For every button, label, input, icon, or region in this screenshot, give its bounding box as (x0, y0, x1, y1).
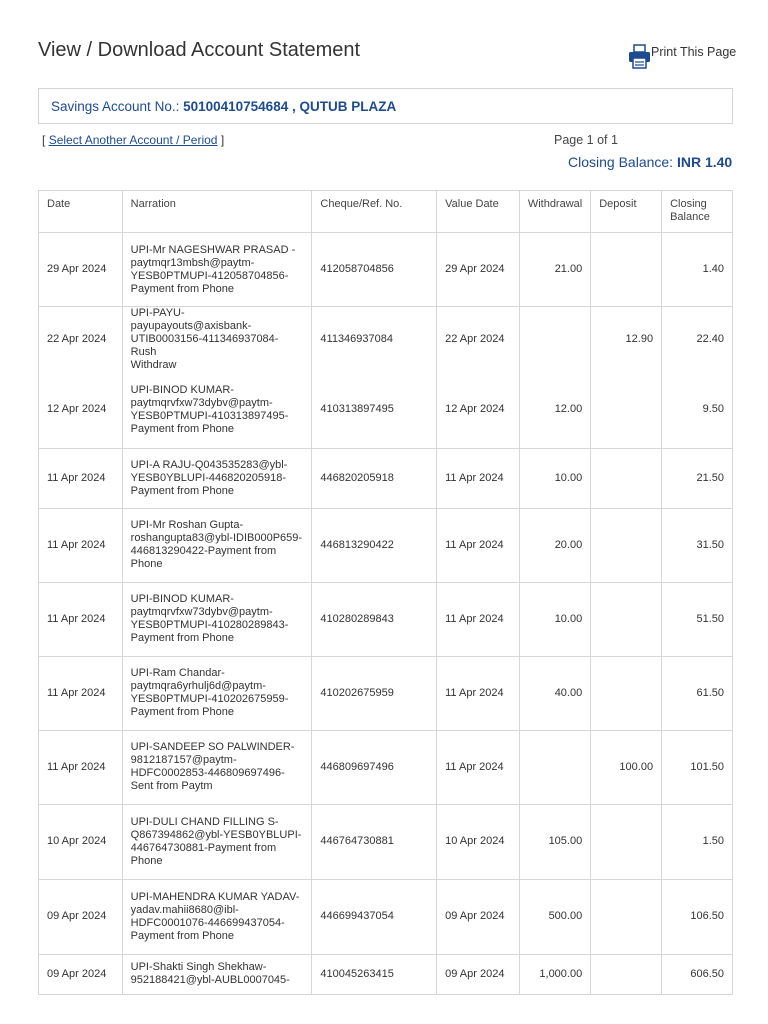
cell-date: 11 Apr 2024 (39, 582, 123, 656)
cell-narration (122, 879, 312, 954)
print-page-label: Print This Page (651, 45, 737, 59)
narration-line: HDFC0001076-446699437054- (130, 916, 285, 929)
narration-line: UPI-Ram Chandar- (130, 667, 225, 679)
account-number-branch: 50100410754684 , QUTUB PLAZA (183, 99, 397, 114)
cell-value-date: 09 Apr 2024 (437, 954, 520, 994)
cell-cheque-ref: 446820205918 (312, 448, 437, 508)
narration-line: UPI-PAYU-payupayouts@axisbank- (130, 307, 252, 332)
print-page-link[interactable] (628, 44, 736, 70)
header-date: Date (39, 191, 123, 233)
cell-closing-balance: 1.40 (662, 233, 733, 307)
narration-line: UPI-BINOD KUMAR- (130, 593, 234, 605)
cell-narration (122, 508, 312, 582)
cell-withdrawal: 10.00 (519, 448, 590, 508)
cell-closing-balance: 21.50 (662, 448, 733, 508)
table-row (39, 804, 733, 879)
cell-closing-balance: 1.50 (662, 804, 733, 879)
cell-deposit: 12.90 (591, 307, 662, 373)
closing-balance-value: INR 1.40 (676, 154, 733, 170)
narration-line: Payment from Phone (130, 706, 234, 718)
cell-withdrawal: 21.00 (519, 233, 590, 307)
cell-date: 11 Apr 2024 (39, 508, 123, 582)
table-row (39, 730, 733, 804)
cell-cheque-ref: 410313897495 (312, 372, 437, 448)
cell-date: 29 Apr 2024 (39, 233, 123, 307)
cell-deposit (591, 233, 662, 307)
cell-value-date: 11 Apr 2024 (437, 448, 520, 508)
narration-line: yadav.mahii8680@ibl- (130, 903, 239, 916)
cell-cheque-ref: 446813290422 (312, 508, 437, 582)
narration-line: YESB0PTMUPI-410280289843- (130, 619, 289, 631)
cell-value-date: 12 Apr 2024 (437, 372, 520, 448)
cell-value-date: 22 Apr 2024 (437, 307, 520, 373)
table-row (39, 233, 733, 307)
cell-withdrawal: 40.00 (519, 656, 590, 730)
cell-cheque-ref: 446809697496 (312, 730, 437, 804)
cell-value-date: 09 Apr 2024 (437, 879, 520, 954)
narration-line: 446764730881-Payment from (130, 841, 277, 854)
cell-deposit (591, 879, 662, 954)
cell-deposit (591, 372, 662, 448)
narration-line: paytmqrvfxw73dybv@paytm- (130, 396, 273, 409)
cell-deposit (591, 448, 662, 508)
cell-deposit (591, 508, 662, 582)
header-closing-balance: Closing Balance (662, 191, 733, 233)
cell-cheque-ref: 446699437054 (312, 879, 437, 954)
narration-line: UPI-SANDEEP SO PALWINDER- (130, 741, 295, 753)
narration-line: UPI-A RAJU-Q043535283@ybl- (130, 458, 288, 471)
bracket-open: [ (42, 133, 46, 147)
cell-withdrawal: 20.00 (519, 508, 590, 582)
cell-narration (122, 582, 312, 656)
narration-line: paytmqra6yrhulj6d@paytm- (130, 680, 266, 692)
cell-value-date: 10 Apr 2024 (437, 804, 520, 879)
narration-line: UPI-MAHENDRA KUMAR YADAV- (130, 890, 300, 903)
table-row (39, 656, 733, 730)
header-narration: Narration (122, 191, 312, 233)
cell-narration (122, 448, 312, 508)
cell-deposit (591, 656, 662, 730)
cell-narration (122, 372, 312, 448)
cell-withdrawal (519, 307, 590, 373)
narration-line: YESB0YBLUPI-446820205918- (130, 471, 286, 484)
bracket-close: ] (220, 133, 225, 147)
cell-withdrawal: 1,000.00 (519, 954, 590, 994)
narration-line: Phone (130, 854, 163, 867)
narration-line: Q867394862@ybl-YESB0YBLUPI- (130, 828, 302, 841)
cell-value-date: 11 Apr 2024 (437, 582, 520, 656)
closing-balance (568, 154, 732, 170)
narration-line: Payment from Phone (130, 282, 234, 295)
cell-deposit (591, 582, 662, 656)
cell-deposit (591, 954, 662, 994)
page-title: View / Download Account Statement (38, 39, 361, 61)
cell-cheque-ref: 410202675959 (312, 656, 437, 730)
table-row (39, 448, 733, 508)
narration-line: paytmqrvfxw73dybv@paytm- (130, 606, 273, 618)
cell-cheque-ref: 446764730881 (312, 804, 437, 879)
account-info (51, 99, 396, 114)
cell-narration (122, 730, 312, 804)
cell-date: 11 Apr 2024 (39, 730, 123, 804)
cell-withdrawal: 10.00 (519, 582, 590, 656)
cell-narration (122, 804, 312, 879)
cell-deposit: 100.00 (591, 730, 662, 804)
table-row (39, 582, 733, 656)
cell-date: 09 Apr 2024 (39, 879, 123, 954)
cell-closing-balance: 101.50 (662, 730, 733, 804)
table-row (39, 879, 733, 954)
cell-closing-balance: 61.50 (662, 656, 733, 730)
cell-value-date: 11 Apr 2024 (437, 730, 520, 804)
header-withdrawal: Withdrawal (519, 191, 590, 233)
cell-date: 11 Apr 2024 (39, 448, 123, 508)
cell-date: 10 Apr 2024 (39, 804, 123, 879)
cell-cheque-ref: 410280289843 (312, 582, 437, 656)
narration-line: YESB0PTMUPI-412058704856- (130, 269, 289, 282)
narration-line: 952188421@ybl-AUBL0007045- (130, 974, 290, 986)
narration-line: Payment from Phone (130, 632, 234, 644)
cell-date: 12 Apr 2024 (39, 372, 123, 448)
narration-line: UPI-DULI CHAND FILLING S- (130, 815, 279, 828)
narration-line: UTIB0003156-411346937084-Rush (130, 333, 279, 358)
select-another-account-link[interactable]: Select Another Account / Period (48, 133, 218, 147)
header-deposit: Deposit (591, 191, 662, 233)
narration-line: roshangupta83@ybl-IDIB000P659- (130, 532, 303, 544)
select-account-row (42, 133, 224, 147)
narration-line: UPI-Mr NAGESHWAR PRASAD - (130, 243, 296, 256)
narration-line: HDFC0002853-446809697496- (130, 767, 285, 779)
cell-value-date: 11 Apr 2024 (437, 508, 520, 582)
table-row (39, 372, 733, 448)
cell-withdrawal: 12.00 (519, 372, 590, 448)
narration-line: Payment from Phone (130, 422, 234, 435)
cell-cheque-ref: 410045263415 (312, 954, 437, 994)
cell-closing-balance: 606.50 (662, 954, 733, 994)
table-row (39, 307, 733, 373)
cell-withdrawal (519, 730, 590, 804)
cell-closing-balance: 9.50 (662, 372, 733, 448)
account-info-box (38, 88, 733, 124)
narration-line: UPI-Shakti Singh Shekhaw- (130, 961, 267, 973)
closing-balance-label: Closing Balance: (568, 154, 674, 170)
cell-closing-balance: 106.50 (662, 879, 733, 954)
cell-date: 09 Apr 2024 (39, 954, 123, 994)
narration-line: paytmqr13mbsh@paytm- (130, 256, 255, 269)
narration-line: Withdraw (130, 359, 177, 371)
cell-value-date: 11 Apr 2024 (437, 656, 520, 730)
cell-cheque-ref: 412058704856 (312, 233, 437, 307)
cell-narration (122, 307, 312, 373)
narration-line: Payment from Phone (130, 929, 234, 942)
narration-line: Phone (130, 558, 163, 570)
statement-table (38, 190, 733, 995)
cell-cheque-ref: 411346937084 (312, 307, 437, 373)
cell-narration (122, 656, 312, 730)
table-row (39, 954, 733, 994)
narration-line: 446813290422-Payment from (130, 545, 277, 557)
table-header-row (39, 191, 733, 233)
narration-line: 9812187157@paytm- (130, 754, 237, 766)
account-label: Savings Account No.: (51, 99, 180, 114)
header-cheque-ref: Cheque/Ref. No. (312, 191, 437, 233)
cell-closing-balance: 31.50 (662, 508, 733, 582)
narration-line: UPI-BINOD KUMAR- (130, 383, 234, 396)
cell-date: 11 Apr 2024 (39, 656, 123, 730)
printer-icon (628, 44, 651, 70)
cell-closing-balance: 51.50 (662, 582, 733, 656)
header-value-date: Value Date (437, 191, 520, 233)
cell-narration (122, 233, 312, 307)
cell-withdrawal: 105.00 (519, 804, 590, 879)
cell-withdrawal: 500.00 (519, 879, 590, 954)
narration-line: YESB0PTMUPI-410202675959- (130, 693, 289, 705)
narration-line: Sent from Paytm (130, 780, 213, 792)
page-info: Page 1 of 1 (554, 133, 618, 147)
cell-narration (122, 954, 312, 994)
narration-line: UPI-Mr Roshan Gupta- (130, 519, 244, 531)
narration-line: YESB0PTMUPI-410313897495- (130, 409, 289, 422)
table-row (39, 508, 733, 582)
cell-value-date: 29 Apr 2024 (437, 233, 520, 307)
narration-line: Payment from Phone (130, 484, 234, 497)
cell-closing-balance: 22.40 (662, 307, 733, 373)
cell-deposit (591, 804, 662, 879)
cell-date: 22 Apr 2024 (39, 307, 123, 373)
